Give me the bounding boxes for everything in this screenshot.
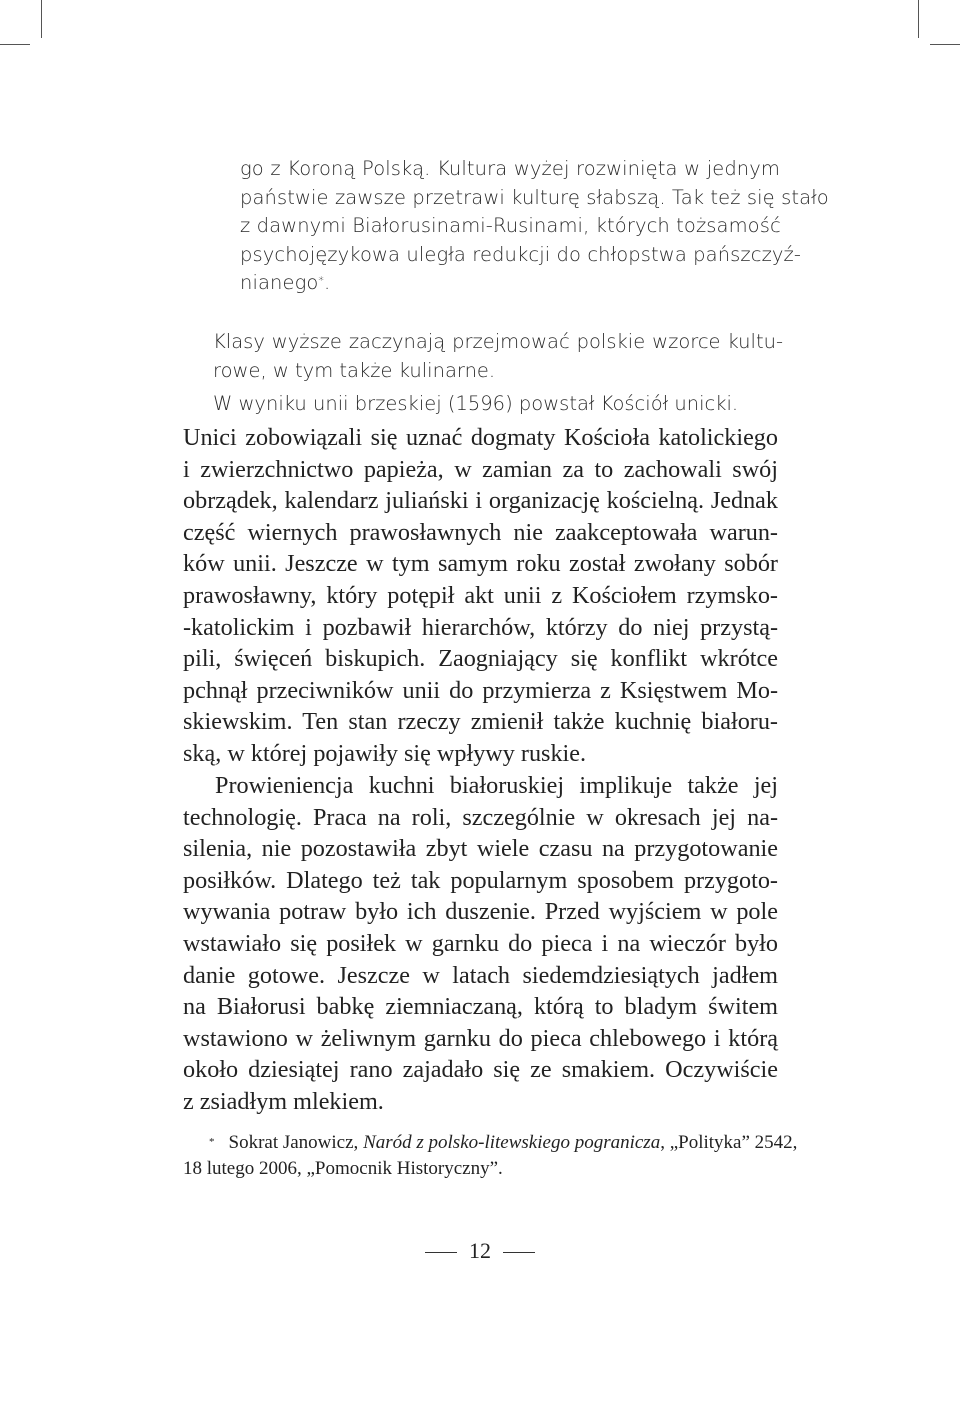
- footnote: [183, 1130, 798, 1182]
- body-line: obrządek, kalendarz juliański i organizację kościelną. Jednak: [183, 487, 778, 515]
- body-line: wywania potraw było ich duszenie. Przed wyjściem w pole: [183, 898, 778, 926]
- body-line: wstawiało się posiłek w garnku do pieca i na wieczór było: [183, 929, 778, 957]
- quote-line: psychojęzykowa uległa redukcji do chłopstwa pańszczyź-: [240, 242, 802, 266]
- body-line: danie gotowe. Jeszcze w latach siedemdziesiątych jadłem: [183, 961, 778, 989]
- body-line: Prowieniencja kuchni białoruskiej implikuje także jej: [215, 772, 778, 799]
- body-line: skiewskim. Ten stan rzeczy zmienił także kuchnię białoru-: [183, 708, 778, 736]
- body-paragraph-1: [183, 422, 778, 770]
- quote-line: państwie zawsze przetrawi kulturę słabszą. Tak też się stało: [240, 185, 829, 209]
- crop-mark-top-right-h: [930, 44, 960, 45]
- body-line: pili, święceń biskupich. Zaogniający się konflikt wkrótce: [183, 645, 778, 673]
- page-number: [0, 1238, 960, 1264]
- body-line: Unici zobowiązali się uznać dogmaty Kościoła katolickiego: [183, 424, 778, 451]
- footnote-rest: , „Polityka” 2542,: [660, 1132, 798, 1153]
- page-number-dash-left: [425, 1252, 457, 1253]
- body-line: posiłków. Dlatego też tak popularnym sposobem przygoto-: [183, 866, 778, 894]
- footnote-line-1: [183, 1130, 798, 1156]
- body-line: wstawiono w żeliwnym garnku do pieca chlebowego i którą: [183, 1024, 778, 1052]
- footnote-author: Sokrat Janowicz,: [228, 1132, 359, 1153]
- body-line: prawosławny, który potępił akt unii z Kościołem rzymsko-: [183, 581, 778, 609]
- footnote-reference: *: [318, 274, 325, 287]
- crop-mark-top-right: [918, 0, 919, 38]
- quote-line: go z Koroną Polską. Kultura wyżej rozwinięta w jednym: [240, 157, 780, 180]
- body-line: -katolickim i pozbawił hierarchów, którzy do niej przystą-: [183, 613, 778, 641]
- quote-line-text: nianego: [240, 271, 319, 294]
- footnote-line-2: 18 lutego 2006, „Pomocnik Historyczny”.: [183, 1158, 503, 1179]
- crop-mark-top-left-h: [0, 44, 30, 45]
- body-line: pchnął przeciwników unii do przymierza z Księstwem Mo-: [183, 676, 778, 704]
- crop-mark-top-left: [41, 0, 42, 38]
- middle-block-1: [213, 328, 783, 385]
- middle-line: Klasy wyższe zaczynają przejmować polskie wzorce kultu-: [213, 330, 783, 353]
- quote-line: z dawnymi Białorusinami-Rusinami, których tożsamość: [240, 214, 781, 237]
- body-line: część wiernych prawosławnych nie zaakceptowała warun-: [183, 518, 778, 546]
- body-line: technologię. Praca na roli, szczególnie w okresach jej na-: [183, 803, 778, 831]
- body-line: na Białorusi babkę ziemniaczaną, którą to bladym świtem: [183, 993, 778, 1021]
- middle-block-2: [213, 390, 783, 419]
- page-number-dash-right: [503, 1252, 535, 1253]
- body-line: silenia, nie pozostawiła zbyt wiele czasu na przygotowanie: [183, 835, 778, 863]
- body-paragraph-2: [183, 770, 778, 1118]
- body-line: około dziesiątej rano zajadało się ze smakiem. Oczywiście: [183, 1056, 778, 1084]
- body-line: z zsiadłym mlekiem.: [183, 1087, 384, 1115]
- body-line: ków unii. Jeszcze w tym samym roku został zwołany sobór: [183, 550, 778, 578]
- footnote-marker: *: [209, 1136, 215, 1148]
- quote-block: [240, 155, 829, 298]
- page-number-value: 12: [469, 1238, 491, 1263]
- body-line: ską, w której pojawiły się wpływy ruskie.: [183, 739, 587, 767]
- middle-line: W wyniku unii brzeskiej (1596) powstał Kościół unicki.: [213, 392, 739, 415]
- middle-line: rowe, w tym także kulinarne.: [213, 358, 496, 382]
- footnote-title: Naród z polsko-litewskiego pogranicza: [363, 1132, 661, 1153]
- quote-end-punct: .: [324, 271, 331, 294]
- quote-line-last: [240, 269, 780, 298]
- body-line: i zwierzchnictwo papieża, w zamian za to zachowali swój: [183, 455, 778, 483]
